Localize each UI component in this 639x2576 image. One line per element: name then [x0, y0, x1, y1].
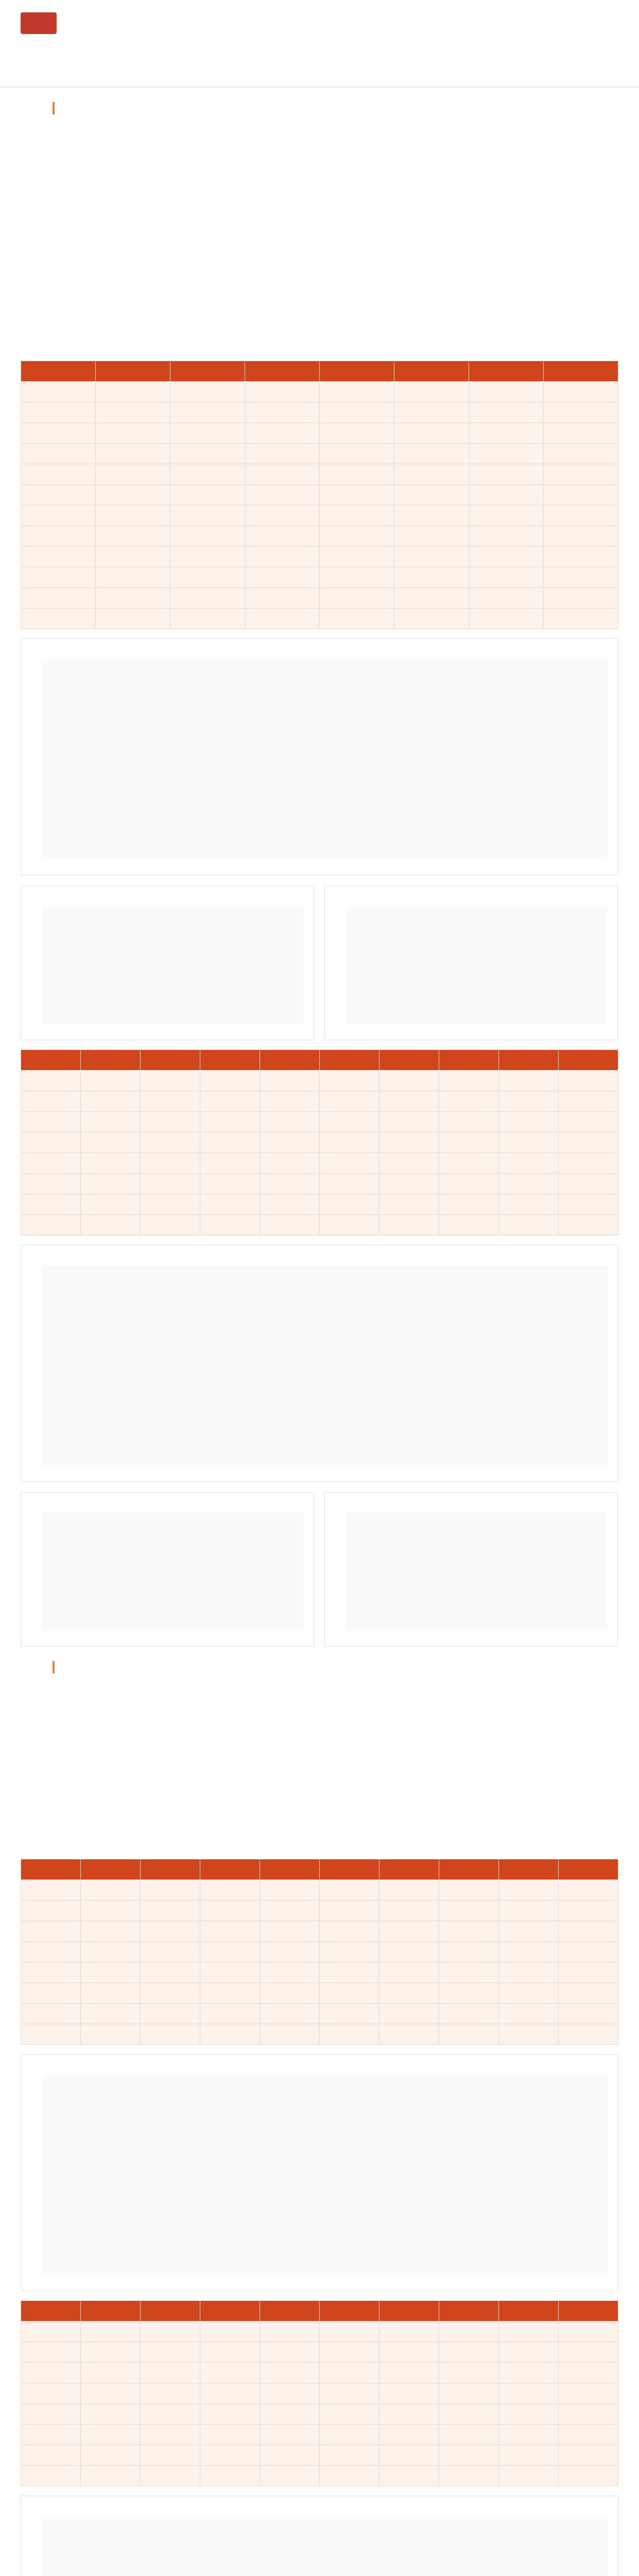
table-row	[21, 2363, 618, 2383]
table-row	[21, 2383, 618, 2404]
table-row	[21, 464, 618, 485]
chart-panel	[324, 1492, 618, 1647]
headline-banner	[21, 1698, 618, 1719]
chart-area	[42, 907, 303, 1024]
chart-grid-2	[0, 1245, 639, 1647]
section-number	[21, 97, 45, 120]
soybean-oil-price-table	[21, 1859, 618, 2045]
chart-area	[346, 907, 607, 1024]
section-title	[53, 1661, 135, 1673]
table-header-row	[21, 1859, 618, 1880]
chart-title	[26, 2500, 67, 2510]
rapeseed-oil-price-table	[21, 2300, 618, 2486]
report-date	[515, 41, 618, 49]
table-row	[21, 1174, 618, 1194]
table-row	[21, 382, 618, 402]
chart-area	[42, 2075, 608, 2275]
chart-panel	[21, 638, 618, 875]
table-row	[21, 485, 618, 505]
chart-area	[42, 2517, 608, 2576]
table-row	[21, 2004, 618, 2024]
table-row	[21, 608, 618, 629]
table-row	[21, 1091, 618, 1112]
chart-area	[42, 1266, 608, 1466]
table-row	[21, 1983, 618, 2004]
table-row	[21, 526, 618, 547]
report-heading	[464, 12, 618, 49]
table-row	[21, 2425, 618, 2445]
table-row	[21, 1112, 618, 1132]
chart-panel	[21, 2054, 618, 2291]
news-item	[21, 175, 618, 212]
table-row	[21, 1942, 618, 1962]
table-header-row	[21, 361, 618, 382]
futures-table	[21, 1049, 618, 1235]
chart-title	[26, 643, 67, 652]
chart-title	[26, 1249, 67, 1259]
chart-panel	[324, 886, 618, 1040]
table-row	[21, 1880, 618, 1901]
section-2-heading	[0, 1647, 639, 1688]
table-row	[21, 2466, 618, 2486]
chart-grid-3	[0, 2054, 639, 2291]
table-header-row	[21, 1050, 618, 1071]
import-cost-table	[21, 361, 618, 629]
header	[0, 0, 639, 88]
chart-panel	[21, 1492, 314, 1647]
paragraph	[21, 1771, 618, 1807]
chart-title	[330, 890, 371, 900]
chart-area	[346, 1513, 607, 1631]
table-row	[21, 1215, 618, 1235]
chart-title	[26, 890, 67, 900]
table-row	[21, 1194, 618, 1215]
table-row	[21, 567, 618, 588]
brand-row	[21, 12, 136, 34]
table-row	[21, 505, 618, 526]
table-row	[21, 423, 618, 444]
chart-grid-4	[0, 2496, 639, 2576]
table-row	[21, 1071, 618, 1091]
chart-panel	[21, 1245, 618, 1482]
chart-title	[26, 2059, 67, 2068]
table-row	[21, 2342, 618, 2363]
brand	[21, 12, 136, 49]
table-row	[21, 547, 618, 567]
paragraph	[21, 1814, 618, 1850]
table-header-row	[21, 2301, 618, 2321]
brand-slogan	[21, 39, 136, 49]
news-item	[21, 129, 618, 166]
table-row	[21, 1962, 618, 1983]
chart-title	[330, 1497, 371, 1506]
section-title	[53, 102, 135, 114]
table-row	[21, 2445, 618, 2466]
news-item	[21, 268, 618, 305]
table-row	[21, 2321, 618, 2342]
paragraph	[21, 1729, 618, 1765]
news-item	[21, 314, 618, 351]
chart-panel	[21, 2496, 618, 2576]
logo-icon	[21, 12, 57, 34]
chart-panel	[21, 886, 314, 1040]
table-row	[21, 1901, 618, 1921]
table-row	[21, 2404, 618, 2425]
news-list	[0, 129, 639, 351]
news-item	[21, 222, 618, 259]
table-row	[21, 588, 618, 608]
report-title	[464, 12, 618, 36]
table-row	[21, 2024, 618, 2045]
table-row	[21, 402, 618, 423]
brand-name	[64, 18, 136, 28]
section-1-heading	[0, 88, 639, 129]
chart-area	[42, 1513, 303, 1631]
table-row	[21, 1153, 618, 1174]
chart-title	[26, 1497, 67, 1506]
chart-grid-1	[0, 638, 639, 1040]
section-number	[21, 1656, 45, 1679]
table-row	[21, 1921, 618, 1942]
chart-area	[42, 659, 608, 859]
table-row	[21, 444, 618, 464]
table-row	[21, 1132, 618, 1153]
